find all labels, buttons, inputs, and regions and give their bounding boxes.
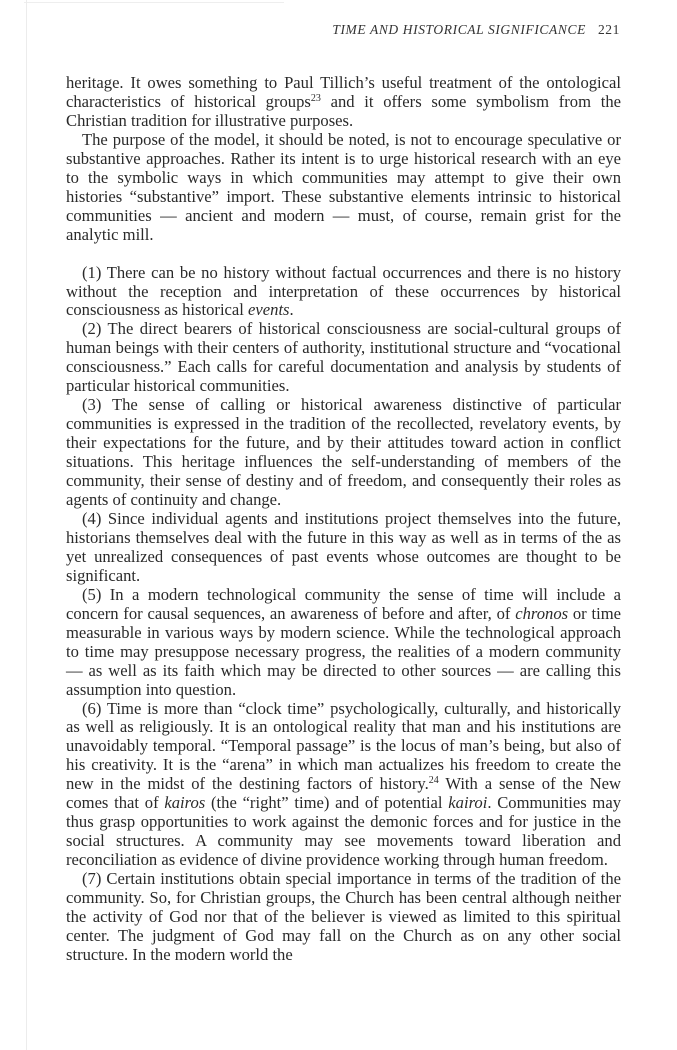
footnote-ref-23: 23: [310, 92, 321, 104]
running-head-title: TIME AND HISTORICAL SIGNIFICANCE: [332, 22, 586, 37]
text-run: (6) Time is more than “clock time” psychologically, culturally, and historically as well as religiously. It is an ontological reality that man and his institutions are unavoidably temporal. “Temporal passage” is the locus of man’s being, but also of his creativity. It is the “arena” in which man actualizes his freedom to create the new in the midst of the destining factors of history.: [66, 698, 621, 794]
list-item-4: (4) Since individual agents and institutions project themselves into the future, historians themselves deal with the future in this way as well as in terms of the as yet unrealized consequences of past events whose outcomes are thought to be significant.: [66, 508, 621, 585]
text-run: heritage. It owes something to Paul Tillich’s useful treatment of the ontological characteristics of historical groups: [66, 73, 621, 111]
paragraph-model-purpose: The purpose of the model, it should be noted, is not to encourage speculative or substantive approaches. Rather its intent is to urge historical research with an eye to the symbolic ways in which communities may attempt to give their own histories “substantive” import. These substantive elements intrinsic to historical communities — ancient and modern — must, of course, remain grist for the analytic mill.: [66, 129, 621, 244]
text-run: and it offers some symbolism from the Christian tradition for illustrative purposes.: [66, 91, 621, 130]
text-run: (the “right” time) and of potential: [205, 793, 449, 813]
page-binding-edge: [26, 0, 27, 1050]
body-text: [66, 74, 621, 965]
paragraph-continuation: [66, 74, 621, 131]
text-run: or time measurable in various ways by modern science. While the technological approach to time may presuppose necessary progress, the realities of a modern community — as well as its faith which may be directed to other sources — are calling this assumption into question.: [66, 603, 621, 699]
text-run: (1) There can be no history without factual occurrences and there is no history without the reception and interpretation of these occurrences by historical consciousness as historical: [66, 262, 621, 320]
list-item-2: (2) The direct bearers of historical consciousness are social-cultural groups of human beings with their centers of authority, institutional structure and “vocational consciousness.” Each calls for careful documentation and analysis by students of particular historical communities.: [66, 319, 621, 396]
italic-term: events: [248, 300, 290, 320]
list-item-3: (3) The sense of calling or historical awareness distinctive of particular communities is expressed in the tradition of the recollected, revelatory events, by their expectations for the future, and by their attitudes toward action in conflict situations. This heritage influences the self-understanding of members of the community, their sense of destiny and of freedom, and consequently their roles as agents of continuity and change.: [66, 395, 621, 510]
text-run: .: [289, 300, 294, 320]
list-item-1: [66, 264, 621, 321]
text-run: (5) In a modern technological community the sense of time will include a concern for causal sequences, an awareness of before and after, of: [66, 584, 621, 623]
running-head: [332, 22, 620, 38]
footnote-ref-24: 24: [428, 775, 439, 787]
text-run: . Communities may thus grasp opportunities to work against the demonic forces and for justice in the social structures. A community may see movements toward liberation and reconciliation as evidence of divine providence working through human freedom.: [66, 793, 621, 870]
italic-term: chronos: [515, 603, 569, 623]
page-number: 221: [597, 22, 620, 37]
list-item-7: (7) Certain institutions obtain special importance in terms of the tradition of the community. So, for Christian groups, the Church has been central although neither the activity of God nor that of the believer is viewed as limited to this spiritual center. The judgment of God may fall on the Church as on any other social structure. In the modern world the: [66, 869, 621, 964]
page-top-edge: [24, 2, 284, 3]
list-item-5: [66, 586, 621, 700]
italic-term: kairos: [164, 793, 206, 813]
italic-term: kairoi: [448, 793, 488, 813]
text-run: With a sense of the New comes that of: [66, 774, 621, 813]
list-item-6: [66, 700, 621, 871]
